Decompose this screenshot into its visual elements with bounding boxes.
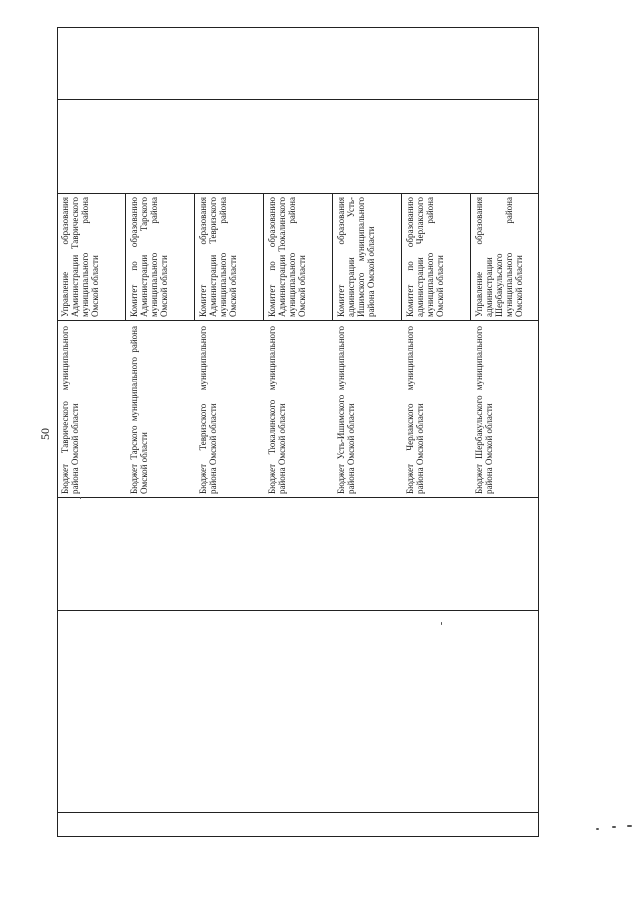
- administrator-cell: Управление образования администрации Шербакульского муниципального района Омской области: [474, 197, 524, 317]
- table-bottom-edge: [57, 836, 539, 837]
- administrator-cell: Комитет по образованию Администрации Тюкалинского муниципального района Омской области: [267, 197, 307, 317]
- column-divider-3: [57, 320, 539, 321]
- scan-speck: [627, 825, 632, 827]
- rotated-table: [57, 27, 539, 837]
- administrator-cell: Комитет образования администрации Усть-Ишимского муниципального района Омской области: [336, 197, 376, 317]
- column-divider-4: [57, 497, 539, 498]
- table-border-right: [538, 27, 539, 837]
- row-divider-5: [401, 193, 402, 320]
- budget-cell: Бюджет Черлакского муниципального района Омской области: [405, 326, 425, 494]
- budget-cell: Бюджет Тевризского муниципального района Омской области: [198, 326, 218, 494]
- administrator-cell: Комитет по образованию администрации Черлакского муниципального района Омской области: [405, 197, 445, 317]
- column-divider-1: [57, 99, 539, 100]
- table-border-bottom: [57, 812, 539, 813]
- row-divider-6: [470, 193, 471, 320]
- budget-cell: Бюджет Шербакульского муниципального района Омской области: [474, 326, 494, 494]
- scan-speck: [612, 826, 616, 828]
- row-divider-2: [194, 193, 195, 320]
- column-divider-5: [57, 610, 539, 611]
- row-divider-4: [332, 193, 333, 320]
- table-border-top: [57, 27, 539, 28]
- scan-speck: [80, 497, 81, 499]
- administrator-cell: Комитет образования Администрации Тевризского муниципального района Омской области: [198, 197, 238, 317]
- row-divider-1: [125, 193, 126, 320]
- page-number: 50: [38, 428, 52, 440]
- row-divider-3: [263, 193, 264, 320]
- budget-cell: Бюджет Усть-Ишимского муниципального района Омской области: [336, 326, 356, 494]
- administrator-cell: Комитет по образованию Администрации Тарского муниципального района Омской области: [129, 197, 169, 317]
- budget-cell: Бюджет Таврического муниципального района Омской области: [60, 326, 80, 494]
- administrator-cell: Управление образования Администрации Таврического муниципального района Омской области: [60, 197, 100, 317]
- table-border-left: [57, 27, 58, 837]
- scan-speck: [596, 828, 599, 830]
- budget-cell: Бюджет Тарского муниципального района Омской области: [129, 326, 149, 494]
- budget-cell: Бюджет Тюкалинского муниципального района Омской области: [267, 326, 287, 494]
- column-divider-2: [57, 193, 539, 194]
- scan-speck: [441, 622, 442, 625]
